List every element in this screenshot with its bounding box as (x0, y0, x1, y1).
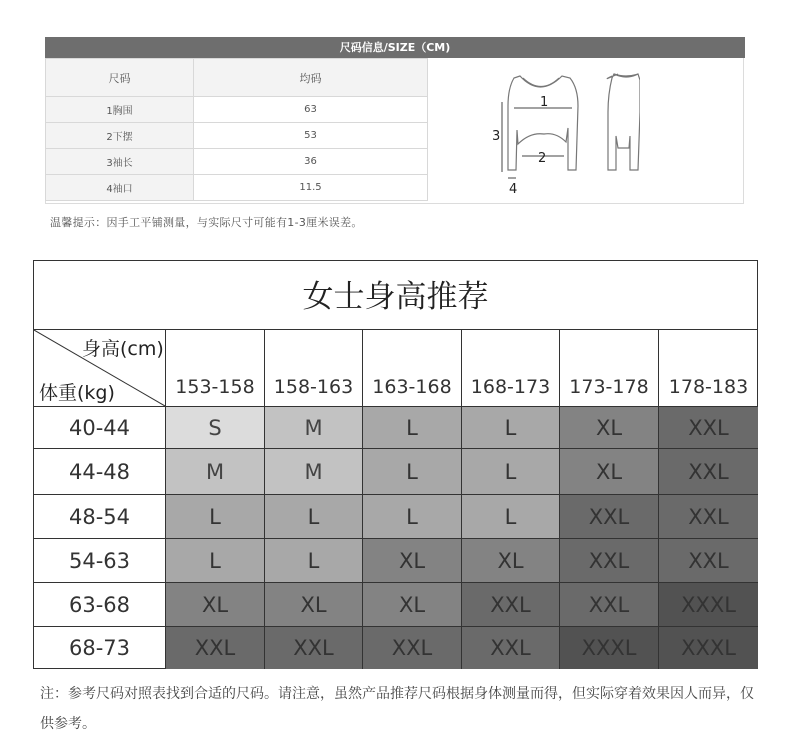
size-cell: L (264, 538, 362, 582)
size-cell: XL (461, 538, 559, 582)
size-cell: XXL (559, 582, 658, 626)
weight-range-header: 40-44 (34, 406, 165, 448)
size-col-value: 均码 (194, 59, 428, 97)
measure-label: 3袖长 (46, 149, 194, 175)
size-cell: L (362, 448, 461, 494)
size-cell: XXL (658, 538, 758, 582)
back-garment-icon (607, 74, 640, 170)
size-cell: XL (362, 538, 461, 582)
recommendation-note: 注：参考尺码对照表找到合适的尺码。请注意，虽然产品推荐尺码根据身体测量而得，但实际穿着效果因人而异，仅供参考。 (40, 686, 754, 732)
height-range-header: 158-163 (264, 330, 362, 406)
size-cell: XXXL (658, 582, 758, 626)
weight-range-header: 48-54 (34, 494, 165, 538)
size-cell: M (264, 448, 362, 494)
diagram-number: 4 (509, 182, 518, 197)
measure-value: 63 (194, 97, 428, 123)
weight-range-header: 63-68 (34, 582, 165, 626)
garment-measurement-diagram (490, 66, 640, 198)
measure-value: 36 (194, 149, 428, 175)
height-range-header: 168-173 (461, 330, 559, 406)
diagram-number: 2 (538, 151, 547, 166)
size-col-label: 尺码 (46, 59, 194, 97)
size-cell: M (165, 448, 264, 494)
size-cell: L (461, 448, 559, 494)
size-cell: XXL (461, 582, 559, 626)
size-cell: XXL (165, 626, 264, 669)
measure-label: 4袖口 (46, 175, 194, 201)
size-cell: XXL (658, 406, 758, 448)
size-cell: XXL (559, 538, 658, 582)
size-cell: XL (362, 582, 461, 626)
size-cell: XXL (461, 626, 559, 669)
weight-axis-label: 体重(kg) (39, 382, 115, 404)
measure-value: 53 (194, 123, 428, 149)
size-cell: XL (165, 582, 264, 626)
size-cell: XXXL (559, 626, 658, 669)
height-range-header: 178-183 (658, 330, 758, 406)
size-cell: XXL (559, 494, 658, 538)
measure-label: 2下摆 (46, 123, 194, 149)
size-cell: XL (559, 406, 658, 448)
size-cell: L (165, 494, 264, 538)
weight-range-header: 54-63 (34, 538, 165, 582)
recommendation-title: 女士身高推荐 (34, 261, 757, 330)
size-info-header: 尺码信息/SIZE（CM) (45, 37, 745, 58)
height-recommendation-table (33, 260, 758, 669)
size-cell: XXL (658, 494, 758, 538)
height-range-header: 173-178 (559, 330, 658, 406)
size-cell: XL (264, 582, 362, 626)
size-cell: L (461, 406, 559, 448)
size-cell: XXL (658, 448, 758, 494)
size-cell: S (165, 406, 264, 448)
size-cell: L (362, 494, 461, 538)
diagram-number: 1 (540, 95, 549, 110)
size-cell: L (461, 494, 559, 538)
size-cell: L (264, 494, 362, 538)
size-cell: L (165, 538, 264, 582)
size-cell: XXL (362, 626, 461, 669)
measure-label: 1胸围 (46, 97, 194, 123)
measurement-tip: 温馨提示：因手工平铺测量，与实际尺寸可能有1-3厘米误差。 (50, 216, 363, 229)
size-cell: L (362, 406, 461, 448)
size-measurement-table (45, 58, 428, 201)
height-axis-label: 身高(cm) (82, 338, 164, 360)
height-range-header: 153-158 (165, 330, 264, 406)
size-cell: XXL (264, 626, 362, 669)
diagram-number: 3 (492, 129, 501, 144)
size-cell: M (264, 406, 362, 448)
weight-range-header: 68-73 (34, 626, 165, 669)
weight-range-header: 44-48 (34, 448, 165, 494)
measure-value: 11.5 (194, 175, 428, 201)
size-cell: XL (559, 448, 658, 494)
size-cell: XXXL (658, 626, 758, 669)
table-corner-header (34, 330, 165, 406)
height-range-header: 163-168 (362, 330, 461, 406)
